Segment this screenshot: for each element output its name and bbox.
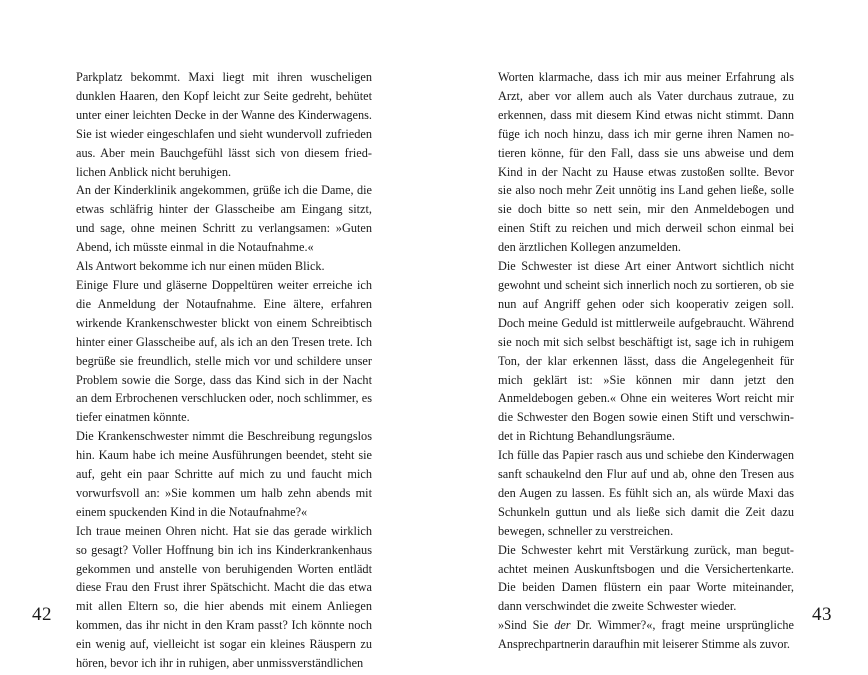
paragraph: Die Krankenschwester nimmt die Beschreibung regungslos hin. Kaum habe ich meine Ausführungen beendet, steht sie auf, geht ein paar Schritte auf mich zu und faucht mich vorwurfsvoll an: »Sie kommen um halb zehn abends mit einem spuckenden Kind in die Notaufnahme?« (76, 429, 372, 519)
paragraph: Als Antwort bekomme ich nur einen müden Blick. (76, 259, 325, 274)
paragraph: An der Kinderklinik angekommen, grüße ich die Dame, die etwas schläfrig hinter der Glasscheibe am Eingang sitzt, und sage, ohne meinen Schritt zu verlangsamen: »Guten Abend, ich müsste einmal in die Notaufnahme.« (76, 183, 372, 255)
emphasized-word: der (554, 618, 571, 633)
dialogue-rest: Dr. Wimmer?«, fragt meine ursprüngliche Ansprechpartnerin daraufhin mit leiserer Stimme als zuvor. (498, 618, 794, 652)
paragraph: Worten klarmache, dass ich mir aus meiner Erfahrung als Arzt, aber vor allem auch als Vater durchaus zutraue, zu erkennen, dass mit diesem Kind etwas nicht stimmt. Dann füge ich noch hinzu, dass ich mir gerne ihren Namen notieren könne, für den Fall, dass sie uns abweise und dem Kind in der Nacht zu Hause etwas zustoßen sollte. Bevor sie also noch mehr Zeit unnötig ins Land gehen ließe, solle sie doch bitte so nett sein, mir den Anmeldebogen und einen Stift zu reichen und mich derweil schon einmal bei den ärztlichen Kollegen anzumelden. (498, 70, 794, 255)
left-page-text (76, 68, 372, 673)
paragraph: Ich traue meinen Ohren nicht. Hat sie das gerade wirklich so gesagt? Voller Hoffnung bin ich ins Kinderkrankenhaus gekommen und anstelle von beruhigenden Worten entlädt diese Frau den Frust ihrer Spätschicht. Macht die das etwa mit allen Eltern so, die hier abends mit einem Anliegen kommen, das ihr nicht in den Kram passt? Ich könnte noch ein wenig auf, vielleicht ist sogar ein kleines Räuspern zu hören, bevor ich ihr in ruhigen, aber unmissverständlichen (76, 523, 372, 671)
page-number: 42 (32, 604, 52, 625)
right-page (434, 0, 868, 675)
paragraph: Ich fülle das Papier rasch aus und schiebe den Kinderwagen sanft schaukelnd den Flur auf und ab, ohne den Tresen aus den Augen zu lassen. Es fühlt sich an, als würde Maxi das Schunkeln guttun und als ließe sich damit die Zeit dazu bewegen, schneller zu verstreichen. (498, 448, 794, 538)
paragraph: Die Schwester ist diese Art einer Antwort sichtlich nicht gewohnt und scheint sich innerlich noch zu sortieren, ob sie nun auf Angriff gehen oder sich kooperativ zeigen soll. Doch meine Geduld ist mittlerweile aufgebraucht. Während sie noch mit sich selbst beschäftigt ist, sage ich in ruhigem Ton, der klar erkennen lässt, dass die Angelegenheit für mich geklärt ist: »Sie können mir dann jetzt den Anmeldebogen geben.« Ohne ein weiteres Wort reicht mir die Schwester den Bogen sowie einen Stift und verschwindet in Richtung Behandlungsräume. (498, 259, 794, 444)
paragraph: Einige Flure und gläserne Doppeltüren weiter erreiche ich die Anmeldung der Notaufnahme. Eine ältere, erfahren wirkende Krankenschwester blickt von einem Schreibtisch hinter einer Glasscheibe auf, als ich an den Tresen trete. Ich begrüße sie freundlich, stelle mich vor und schildere unser Problem sowie die Sorge, dass das Kind sich in der Nacht an dem Erbrochenen verschlucken oder, noch schlimmer, es tiefer einatmen könnte. (76, 277, 372, 425)
paragraph (498, 616, 794, 654)
right-page-text (498, 68, 794, 654)
paragraph: Die Schwester kehrt mit Verstärkung zurück, man begutachtet meinen Auskunftsbogen und die Versichertenkarte. Die beiden Damen flüstern ein paar Worte miteinander, dann verschwindet die zweite Schwester wieder. (498, 542, 794, 614)
dialogue-opening: »Sind Sie (498, 618, 555, 633)
paragraph: Parkplatz bekommt. Maxi liegt mit ihren wuscheligen dunklen Haaren, den Kopf leicht zur Seite gedreht, behütet unter einer leichten Decke in der Wanne des Kinderwagens. Sie ist wieder eingeschlafen und sieht wundervoll zufrieden aus. Aber mein Bauchgefühl lässt sich von diesem friedlichen Anblick nicht beruhigen. (76, 70, 372, 179)
page-number: 43 (812, 604, 832, 625)
